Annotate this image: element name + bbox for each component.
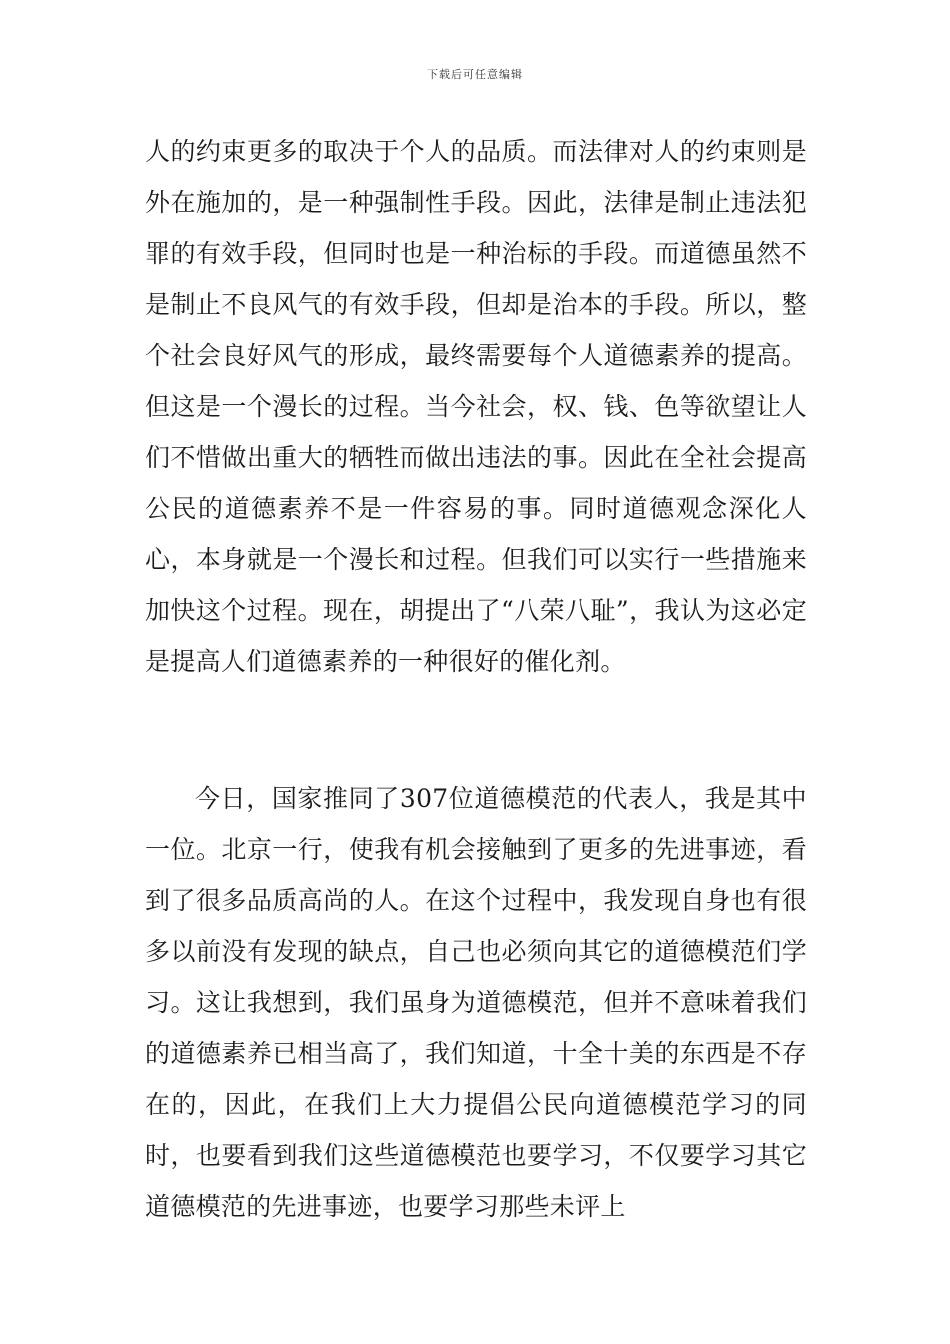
- page-header-note: 下载后可任意编辑: [427, 68, 523, 81]
- body-paragraph-2: 今日，国家推同了307位道德模范的代表人，我是其中一位。北京一行，使我有机会接触到了更多的先进事迹，看到了很多品质高尚的人。在这个过程中，我发现自身也有很多以前没有发现的缺点，自己也必须向其它的道德模范们学习。这让我想到，我们虽身为道德模范，但并不意味着我们的道德素养已相当高了，我们知道，十全十美的东西是不存在的，因此，在我们上大力提倡公民向道德模范学习的同时，也要看到我们这些道德模范也要学习，不仅要学习其它道德模范的先进事迹，也要学习那些未评上: [145, 784, 807, 1221]
- body-paragraph-1: 人的约束更多的取决于个人的品质。而法律对人的约束则是外在施加的，是一种强制性手段。因此，法律是制止违法犯罪的有效手段，但同时也是一种治标的手段。而道德虽然不是制止不良风气的有效手段，但却是治本的手段。所以，整个社会良好风气的形成，最终需要每个人道德素养的提高。但这是一个漫长的过程。当今社会，权、钱、色等欲望让人们不惜做出重大的牺牲而做出违法的事。因此在全社会提高公民的道德素养不是一件容易的事。同时道德观念深化人心，本身就是一个漫长和过程。但我们可以实行一些措施来加快这个过程。现在，胡提出了“八荣八耻”，我认为这必定是提高人们道德素养的一种很好的催化剂。: [145, 137, 807, 676]
